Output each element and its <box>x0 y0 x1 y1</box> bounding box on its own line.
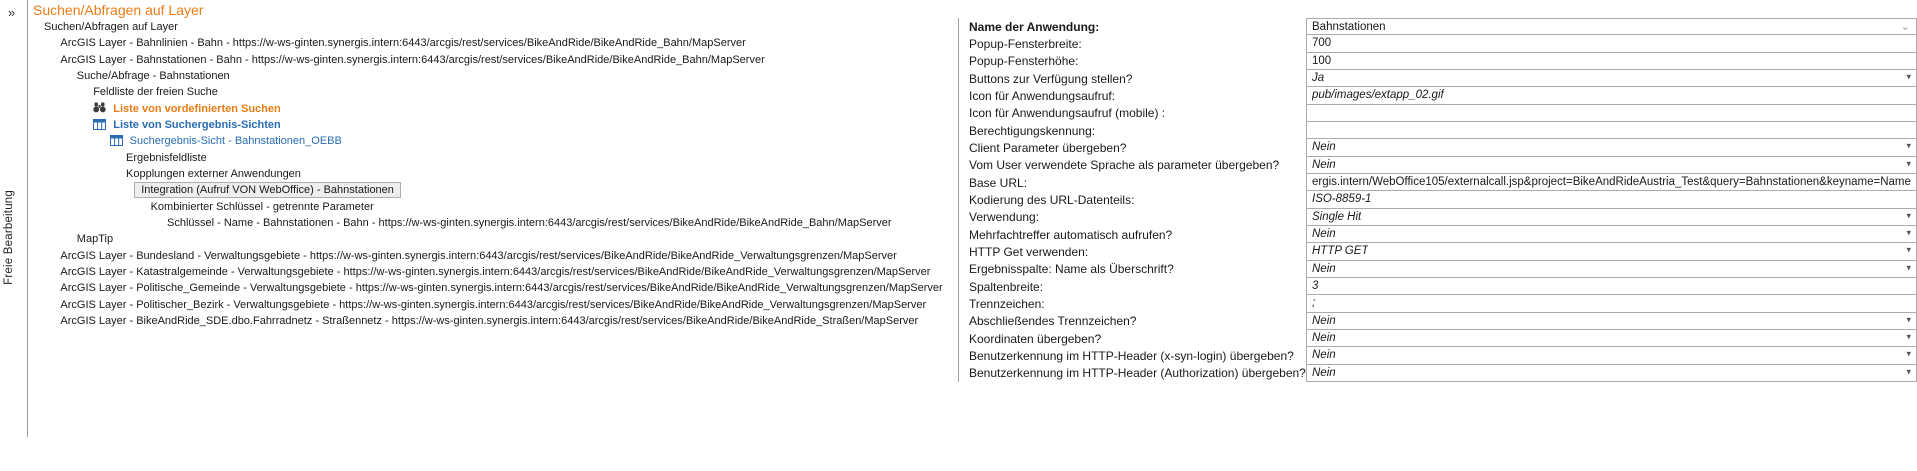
form-row-label: Trennzeichen: <box>969 296 1045 311</box>
tree-item-label: ArcGIS Layer - Bahnlinien - Bahn - https://w-ws-ginten.synergis.intern:6443/arcgis/rest/services/BikeAndRide/BikeAndRide_Bahn/MapServer <box>60 37 746 50</box>
form-field-value: pub/images/extapp_02.gif <box>1312 89 1444 102</box>
tree-item[interactable] <box>0 19 958 35</box>
tree-item[interactable] <box>0 215 958 231</box>
form-row-label: Benutzerkennung im HTTP-Header (x-syn-login) übergeben? <box>969 348 1294 363</box>
form-row-label: Koordinaten übergeben? <box>969 331 1102 346</box>
form-row-label: Benutzerkennung im HTTP-Header (Authorization) übergeben? <box>969 366 1306 381</box>
tree-item[interactable] <box>0 280 958 296</box>
tree-item[interactable] <box>0 117 958 133</box>
form-row-label: Popup-Fensterbreite: <box>969 36 1082 51</box>
tree-item[interactable] <box>0 313 958 329</box>
tree-item-label: ArcGIS Layer - Bahnstationen - Bahn - https://w-ws-ginten.synergis.intern:6443/arcgis/rest/services/BikeAndRide/BikeAndRide_Bahn/MapServer <box>60 53 765 66</box>
form-field-input[interactable] <box>1306 53 1917 70</box>
tree-item-label: Suchen/Abfragen auf Layer <box>44 21 178 33</box>
tree-item-label: Liste von vordefinierten Suchen <box>113 102 281 115</box>
form-row-label: Vom User verwendete Sprache als parameter übergeben? <box>969 158 1280 173</box>
form-row <box>959 174 1917 191</box>
form-row-label: Kodierung des URL-Datenteils: <box>969 192 1135 207</box>
form-row-label: Verwendung: <box>969 210 1040 225</box>
tree-item-label: Feldliste der freien Suche <box>93 86 218 99</box>
form-field-dropdown[interactable] <box>1306 347 1917 364</box>
tree-item-label: Suchergebnis-Sicht - Bahnstationen_OEBB <box>129 135 342 148</box>
form-field-input[interactable] <box>1306 191 1917 208</box>
form-row <box>959 87 1917 104</box>
tree-item-label: ArcGIS Layer - Katastralgemeinde - Verwaltungsgebiete - https://w-ws-ginten.synergis.intern:6443/arcgis/rest/services/BikeAndRide/BikeAndRide_Verwaltungsgrenzen/MapServer <box>60 265 931 278</box>
form-row <box>959 53 1917 70</box>
form-field-value: ISO-8859-1 <box>1312 193 1372 206</box>
form-row-label: Mehrfachtreffer automatisch aufrufen? <box>969 227 1173 242</box>
form-row <box>959 278 1917 295</box>
form-field-dropdown[interactable] <box>1306 261 1917 278</box>
form-row <box>959 226 1917 243</box>
dropdown-arrow-icon[interactable]: ▾ <box>1906 158 1911 169</box>
form-field-input[interactable] <box>1306 87 1917 104</box>
form-field-dropdown[interactable] <box>1306 226 1917 243</box>
form-field-value: Nein <box>1312 228 1336 241</box>
tree-item[interactable] <box>0 35 958 51</box>
tree-item[interactable] <box>0 297 958 313</box>
dropdown-arrow-icon[interactable]: ▾ <box>1906 262 1911 273</box>
tree-item-label: MapTip <box>76 233 114 246</box>
dropdown-arrow-icon[interactable]: ▾ <box>1906 366 1911 377</box>
form-field-input[interactable] <box>1306 278 1917 295</box>
form-field-value: HTTP GET <box>1312 245 1369 258</box>
tree-item[interactable] <box>0 264 958 280</box>
tree-item[interactable] <box>0 52 958 68</box>
form-row-label: Base URL: <box>969 175 1028 190</box>
dropdown-arrow-icon[interactable]: ▾ <box>1906 349 1911 360</box>
form-field-value: Single Hit <box>1312 210 1362 223</box>
tree-item-label: ArcGIS Layer - Bundesland - Verwaltungsgebiete - https://w-ws-ginten.synergis.intern:6443/arcgis/rest/services/BikeAndRide/BikeAndRide_Verwaltungsgrenzen/MapServer <box>60 249 897 262</box>
tree-item-label: ArcGIS Layer - BikeAndRide_SDE.dbo.Fahrradnetz - Straßennetz - https://w-ws-ginten.synergis.intern:6443/arcgis/rest/services/BikeAndRide/BikeAndRide_Straßen/MapServer <box>60 314 919 327</box>
tree-item[interactable] <box>0 133 958 149</box>
dropdown-arrow-icon[interactable]: ▾ <box>1906 227 1911 238</box>
form-field-dropdown[interactable] <box>1306 139 1917 156</box>
form-row <box>959 261 1917 278</box>
dropdown-arrow-icon[interactable]: ▾ <box>1906 245 1911 256</box>
form-row <box>959 18 1917 35</box>
tree-item[interactable] <box>0 182 958 198</box>
panel-collapse-button[interactable]: » <box>8 5 16 20</box>
tree-item[interactable] <box>0 199 958 215</box>
form-row <box>959 122 1917 139</box>
form-field-value: Nein <box>1312 314 1336 327</box>
form-row-label: Abschließendes Trennzeichen? <box>969 314 1137 329</box>
form-field-value: 100 <box>1312 54 1332 67</box>
combobox-chevron-icon[interactable]: ⌄ <box>1900 20 1910 33</box>
form-row <box>959 191 1917 208</box>
form-field-value: Bahnstationen <box>1312 20 1386 33</box>
form-field-dropdown[interactable] <box>1306 313 1917 330</box>
tree-item-label: Kopplungen externer Anwendungen <box>126 167 301 180</box>
form-field-dropdown[interactable] <box>1306 365 1917 382</box>
form-field-dropdown[interactable] <box>1306 330 1917 347</box>
tree-item[interactable] <box>0 150 958 166</box>
form-field-dropdown[interactable] <box>1306 157 1917 174</box>
form-row-label: Name der Anwendung: <box>969 19 1100 34</box>
form-row <box>959 139 1917 156</box>
form-field-value: 700 <box>1312 37 1332 50</box>
form-row <box>959 157 1917 174</box>
form-field-value: Nein <box>1312 349 1336 362</box>
tree-item-label: Suche/Abfrage - Bahnstationen <box>76 69 230 82</box>
form-field-value: ergis.intern/WebOffice105/externalcall.jsp&project=BikeAndRideAustria_Test&query=Bahnstationen&keyname=Name <box>1312 176 1911 189</box>
dropdown-arrow-icon[interactable]: ▾ <box>1906 141 1911 152</box>
form-field-input[interactable] <box>1306 35 1917 52</box>
form-row <box>959 313 1917 330</box>
form-field-value: Nein <box>1312 366 1336 379</box>
tree-item[interactable] <box>0 166 958 182</box>
form-row-label: Buttons zur Verfügung stellen? <box>969 71 1133 86</box>
tree-item-label: Schlüssel - Name - Bahnstationen - Bahn - https://w-ws-ginten.synergis.intern:6443/arcgis/rest/services/BikeAndRide/BikeAndRide_Bahn/MapServer <box>167 216 892 229</box>
form-field-value: Nein <box>1312 262 1336 275</box>
table-view-icon <box>110 135 123 146</box>
form-field-value: Ja <box>1312 72 1325 85</box>
form-row-label: Ergebnisspalte: Name als Überschrift? <box>969 262 1174 277</box>
form-field-dropdown[interactable] <box>1306 243 1917 260</box>
form-row-label: Icon für Anwendungsaufruf (mobile) : <box>969 106 1166 121</box>
form-row <box>959 105 1917 122</box>
tree-item[interactable] <box>0 101 958 117</box>
tree-item[interactable] <box>0 248 958 264</box>
properties-form <box>958 18 1917 382</box>
form-row <box>959 35 1917 52</box>
form-field-value: Nein <box>1312 158 1336 171</box>
form-row-label: Client Parameter übergeben? <box>969 140 1127 155</box>
form-field-value: ; <box>1312 297 1316 310</box>
form-row <box>959 70 1917 87</box>
layer-tree <box>0 19 958 419</box>
tree-item-label: ArcGIS Layer - Politischer_Bezirk - Verwaltungsgebiete - https://w-ws-ginten.synergis.intern:6443/arcgis/rest/services/BikeAndRide/BikeAndRide_Verwaltungsgrenzen/MapServer <box>60 298 927 311</box>
form-field-value: Nein <box>1312 332 1336 345</box>
free-editing-tab-label[interactable]: Freie Bearbeitung <box>3 190 15 285</box>
tree-item-label-selected: Integration (Aufruf VON WebOffice) - Bahnstationen <box>134 182 401 198</box>
form-field-input[interactable] <box>1306 105 1917 122</box>
form-field-dropdown[interactable] <box>1306 70 1917 87</box>
form-field-value: 3 <box>1312 280 1319 293</box>
form-row-label: Icon für Anwendungsaufruf: <box>969 88 1116 103</box>
tree-item-label: Kombinierter Schlüssel - getrennte Parameter <box>150 200 374 213</box>
page-title: Suchen/Abfragen auf Layer <box>33 2 204 18</box>
dropdown-arrow-icon[interactable]: ▾ <box>1906 331 1911 342</box>
tree-item-label: Ergebnisfeldliste <box>126 151 207 164</box>
tree-item[interactable] <box>0 68 958 84</box>
form-row-label: HTTP Get verwenden: <box>969 244 1089 259</box>
form-field-dropdown[interactable] <box>1306 18 1917 35</box>
tree-item-label: ArcGIS Layer - Politische_Gemeinde - Verwaltungsgebiete - https://w-ws-ginten.synergis.intern:6443/arcgis/rest/services/BikeAndRide/BikeAndRide_Verwaltungsgrenzen/MapServer <box>60 282 943 295</box>
dropdown-arrow-icon[interactable]: ▾ <box>1906 71 1911 82</box>
form-row <box>959 347 1917 364</box>
dropdown-arrow-icon[interactable]: ▾ <box>1906 210 1911 221</box>
form-row <box>959 243 1917 260</box>
tree-item[interactable] <box>0 231 958 247</box>
form-row <box>959 330 1917 347</box>
form-row-label: Spaltenbreite: <box>969 279 1044 294</box>
form-row <box>959 365 1917 382</box>
table-view-icon <box>93 119 106 130</box>
form-field-dropdown[interactable] <box>1306 209 1917 226</box>
form-field-input[interactable] <box>1306 174 1917 191</box>
dropdown-arrow-icon[interactable]: ▾ <box>1906 314 1911 325</box>
form-row-label: Popup-Fensterhöhe: <box>969 54 1079 69</box>
form-field-input[interactable] <box>1306 122 1917 139</box>
form-row <box>959 209 1917 226</box>
form-field-value: Nein <box>1312 141 1336 154</box>
tree-item[interactable] <box>0 84 958 100</box>
form-row <box>959 295 1917 312</box>
form-row-label: Berechtigungskennung: <box>969 123 1096 138</box>
form-field-input[interactable] <box>1306 295 1917 312</box>
binoculars-icon <box>93 102 106 113</box>
tree-item-label: Liste von Suchergebnis-Sichten <box>113 118 281 131</box>
